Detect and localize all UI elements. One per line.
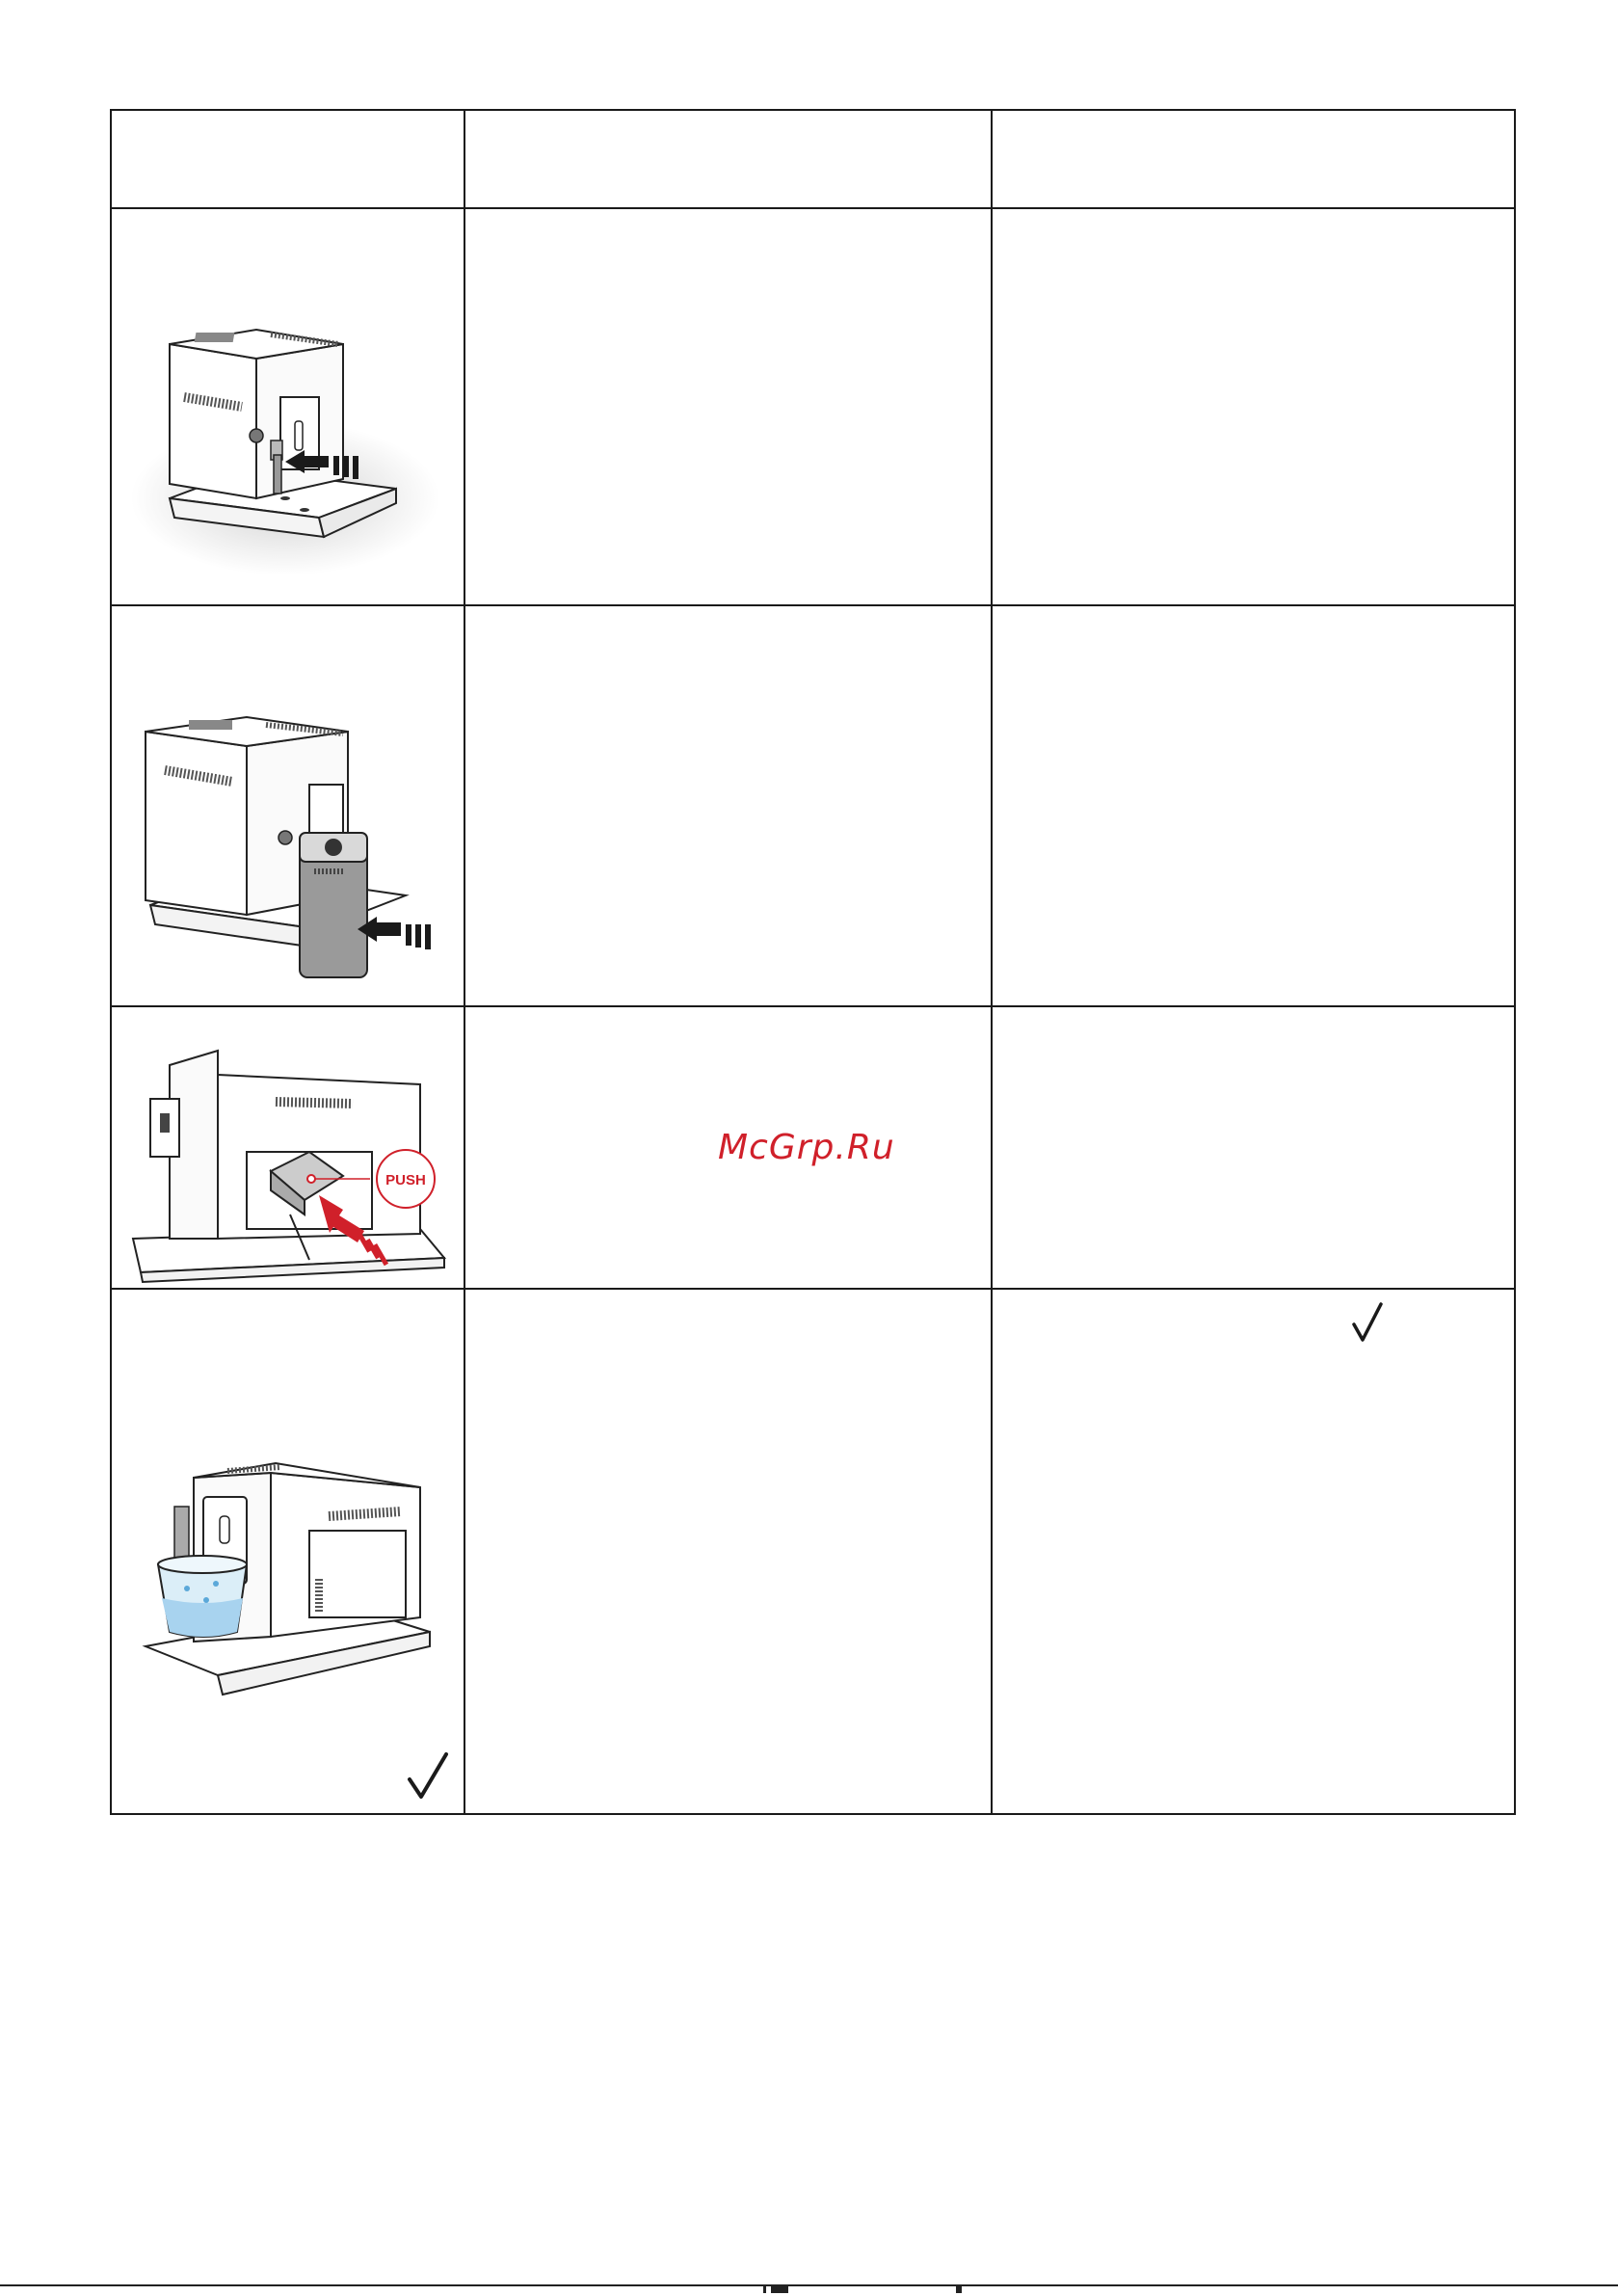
illustration-cell [111,1289,464,1814]
push-connector-illustration [112,1007,465,1290]
remedy-cell [992,1289,1515,1814]
table-row [111,605,1515,1006]
illustration-cell [111,1006,464,1289]
remedy-cell [992,1006,1515,1289]
troubleshooting-table [110,109,1516,1815]
checkmark-icon [406,1750,452,1802]
description-cell [464,1289,992,1814]
header-cell-1 [111,110,464,208]
illustration-cell [111,605,464,1006]
milk-spout-illustration [112,209,465,606]
description-cell [464,208,992,605]
illustration-cell [111,208,464,605]
footer-mark [763,2285,766,2293]
header-cell-3 [992,110,1515,208]
milk-carafe-illustration [112,606,465,1007]
description-cell [464,605,992,1006]
water-jug-illustration [112,1290,465,1815]
remedy-cell [992,605,1515,1006]
footer-mark [956,2285,962,2293]
push-label: PUSH [385,1172,426,1188]
table-row [111,208,1515,605]
footer-mark [771,2285,788,2293]
table-header-row [111,110,1515,208]
checkmark-icon [1351,1301,1384,1344]
watermark: McGrp.Ru [718,1128,895,1167]
table-row [111,1289,1515,1814]
header-cell-2 [464,110,992,208]
remedy-cell [992,208,1515,605]
footer-line [0,2284,1618,2286]
